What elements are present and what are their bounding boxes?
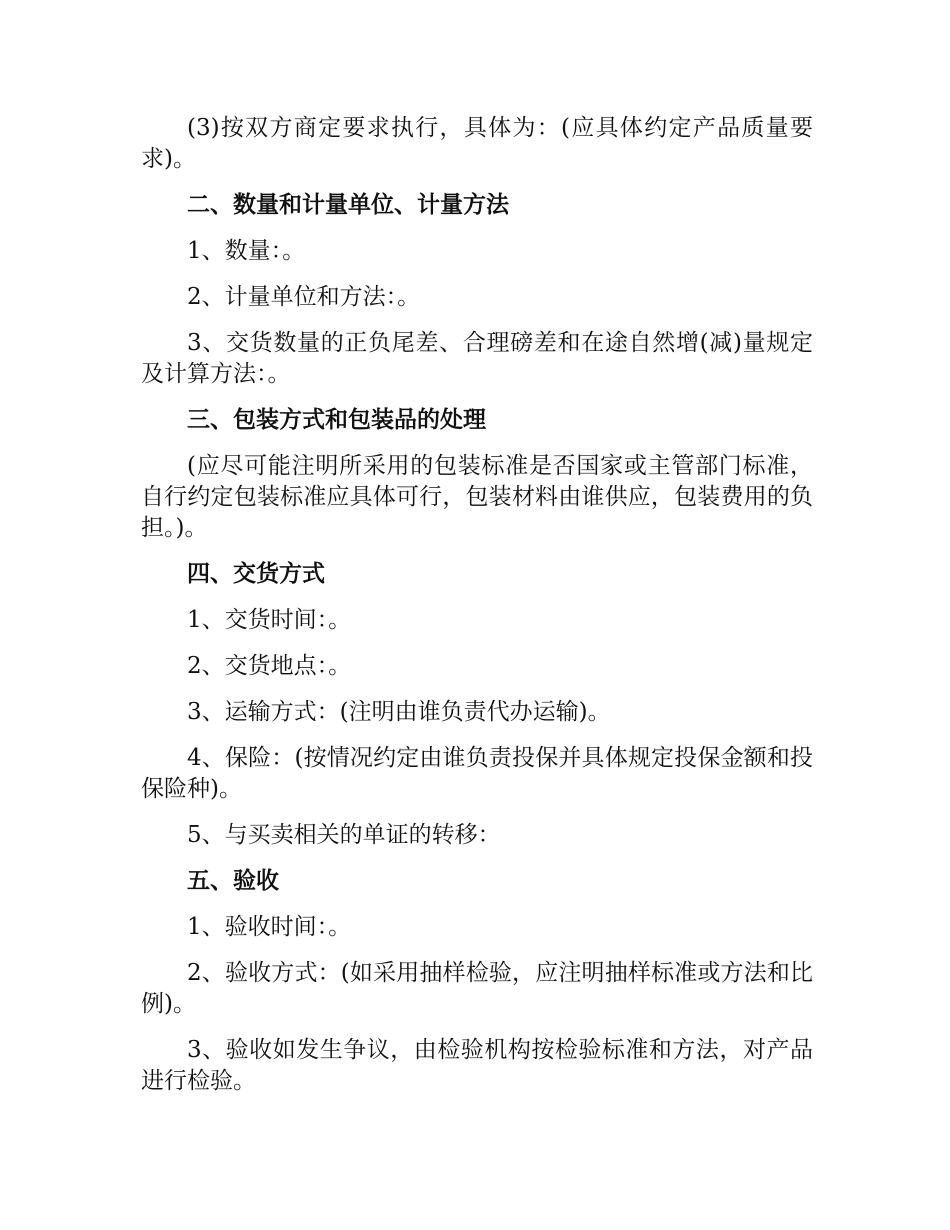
paragraph-quality-requirement: (3)按双方商定要求执行，具体为：(应具体约定产品质量要求)。 (141, 115, 813, 172)
document-body (141, 113, 813, 1112)
paragraph-document-transfer: 5、与买卖相关的单证的转移： (187, 822, 501, 848)
section-heading-quantity: 二、数量和计量单位、计量方法 (187, 192, 509, 218)
paragraph-delivery-time: 1、交货时间：。 (187, 607, 352, 633)
paragraph-delivery-tolerance: 3、交货数量的正负尾差、合理磅差和在途自然增(减)量规定及计算方法：。 (141, 330, 813, 387)
paragraph-packaging-standard: (应尽可能注明所采用的包装标准是否国家或主管部门标准，自行约定包装标准应具体可行，包装材料由谁供应，包装费用的负担。)。 (141, 453, 813, 541)
paragraph-acceptance-time: 1、验收时间：。 (187, 914, 352, 940)
paragraph-delivery-place: 2、交货地点：。 (187, 653, 352, 679)
paragraph-acceptance-dispute: 3、验收如发生争议，由检验机构按检验标准和方法，对产品进行检验。 (141, 1037, 813, 1094)
paragraph-measurement-unit: 2、计量单位和方法：。 (187, 284, 421, 310)
paragraph-insurance: 4、保险：(按情况约定由谁负责投保并具体规定投保金额和投保险种)。 (141, 745, 813, 802)
section-heading-packaging: 三、包装方式和包装品的处理 (187, 407, 486, 433)
paragraph-quantity: 1、数量：。 (187, 238, 306, 264)
paragraph-acceptance-method: 2、验收方式：(如采用抽样检验，应注明抽样标准或方法和比例)。 (141, 960, 813, 1017)
section-heading-delivery: 四、交货方式 (187, 561, 325, 587)
section-heading-acceptance: 五、验收 (187, 868, 279, 894)
paragraph-transport-method: 3、运输方式：(注明由谁负责代办运输)。 (187, 699, 611, 725)
